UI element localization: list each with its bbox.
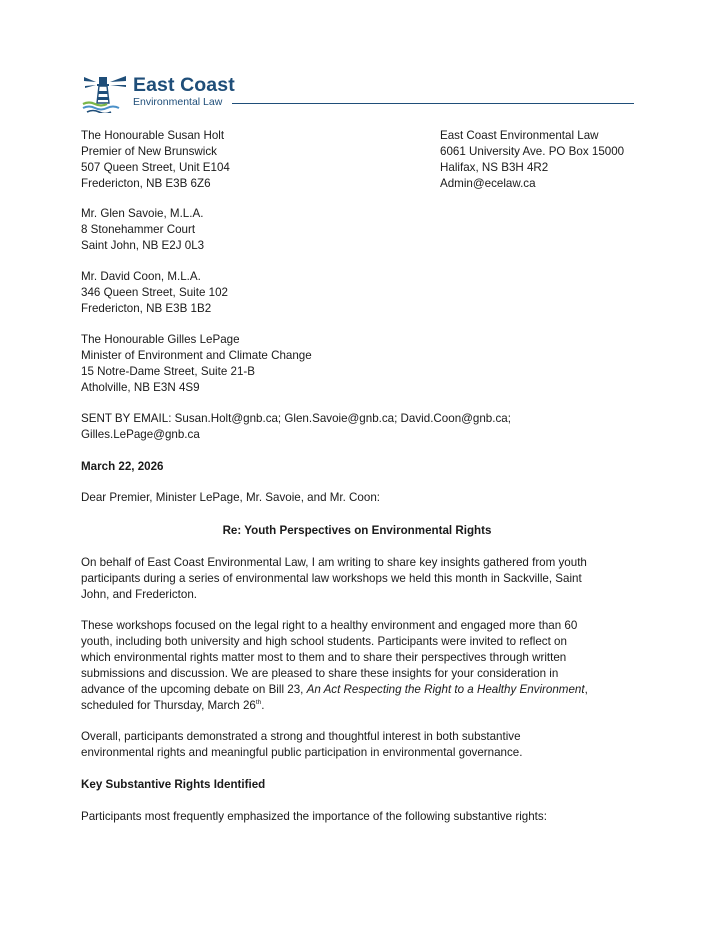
paragraph-line: environmental rights and meaningful public participation in environmental governance.	[81, 746, 523, 759]
recipient-line: Fredericton, NB E3B 6Z6	[81, 177, 211, 190]
paragraph-line	[81, 698, 265, 714]
recipient-line: The Honourable Gilles LePage	[81, 333, 240, 346]
paragraph-line: John, and Fredericton.	[81, 588, 198, 601]
org-subtitle: Environmental Law	[133, 96, 223, 108]
recipient-line: Minister of Environment and Climate Change	[81, 349, 312, 362]
recipient-line: Mr. David Coon, M.L.A.	[81, 270, 201, 283]
recipient-line: Premier of New Brunswick	[81, 145, 217, 158]
paragraph-line: submissions and discussion. We are pleased to share these insights for your consideration in	[81, 667, 559, 680]
bill-title: An Act Respecting the Right to a Healthy Environment	[306, 683, 585, 696]
sender-email-link[interactable]: Admin@ecelaw.ca	[440, 177, 536, 190]
recipient-line: Atholville, NB E3N 4S9	[81, 381, 200, 394]
paragraph-line: youth, including both university and high school students. Participants were invited to reflect on	[81, 635, 567, 648]
sent-by-email: Gilles.LePage@gnb.ca	[81, 428, 200, 441]
recipient-line: 507 Queen Street, Unit E104	[81, 161, 230, 174]
paragraph-line: Overall, participants demonstrated a strong and thoughtful interest in both substantive	[81, 730, 521, 743]
paragraph-line: Participants most frequently emphasized the importance of the following substantive rights:	[81, 810, 547, 823]
org-name: East Coast	[133, 74, 235, 96]
recipient-line: Mr. Glen Savoie, M.L.A.	[81, 207, 204, 220]
text-run: scheduled for Thursday, March 26	[81, 699, 256, 712]
paragraph-line: participants during a series of environmental law workshops we held this month in Sackville, Saint	[81, 572, 582, 585]
recipient-line: Saint John, NB E2J 0L3	[81, 239, 205, 252]
ordinal-suffix: th	[255, 699, 262, 706]
sent-by-email: SENT BY EMAIL: Susan.Holt@gnb.ca; Glen.Savoie@gnb.ca; David.Coon@gnb.ca;	[81, 412, 511, 425]
sender-line: Halifax, NS B3H 4R2	[440, 161, 549, 174]
recipient-line: The Honourable Susan Holt	[81, 129, 225, 142]
recipient-line: Fredericton, NB E3B 1B2	[81, 302, 212, 315]
letterhead-rule	[232, 103, 634, 104]
subject-line: Re: Youth Perspectives on Environmental Rights	[222, 524, 492, 537]
recipient-line: 15 Notre-Dame Street, Suite 21-B	[81, 365, 255, 378]
lighthouse-icon	[82, 73, 132, 113]
salutation: Dear Premier, Minister LePage, Mr. Savoie, and Mr. Coon:	[81, 491, 380, 504]
section-heading: Key Substantive Rights Identified	[81, 778, 266, 791]
sender-line: East Coast Environmental Law	[440, 129, 599, 142]
letter-date: March 22, 2026	[81, 460, 164, 473]
sender-line: 6061 University Ave. PO Box 15000	[440, 145, 625, 158]
text-run: .	[261, 699, 265, 712]
recipient-line: 8 Stonehammer Court	[81, 223, 196, 236]
recipient-line: 346 Queen Street, Suite 102	[81, 286, 228, 299]
letterhead-logo	[82, 73, 242, 113]
paragraph-line	[81, 682, 588, 698]
paragraph-line: On behalf of East Coast Environmental Law, I am writing to share key insights gathered from youth	[81, 556, 587, 569]
paragraph-line: which environmental rights matter most to them and to share their perspectives through written	[81, 651, 567, 664]
paragraph-line: These workshops focused on the legal right to a healthy environment and engaged more than 60	[81, 619, 578, 632]
text-run: ,	[584, 683, 588, 696]
text-run: advance of the upcoming debate on Bill 23,	[81, 683, 307, 696]
